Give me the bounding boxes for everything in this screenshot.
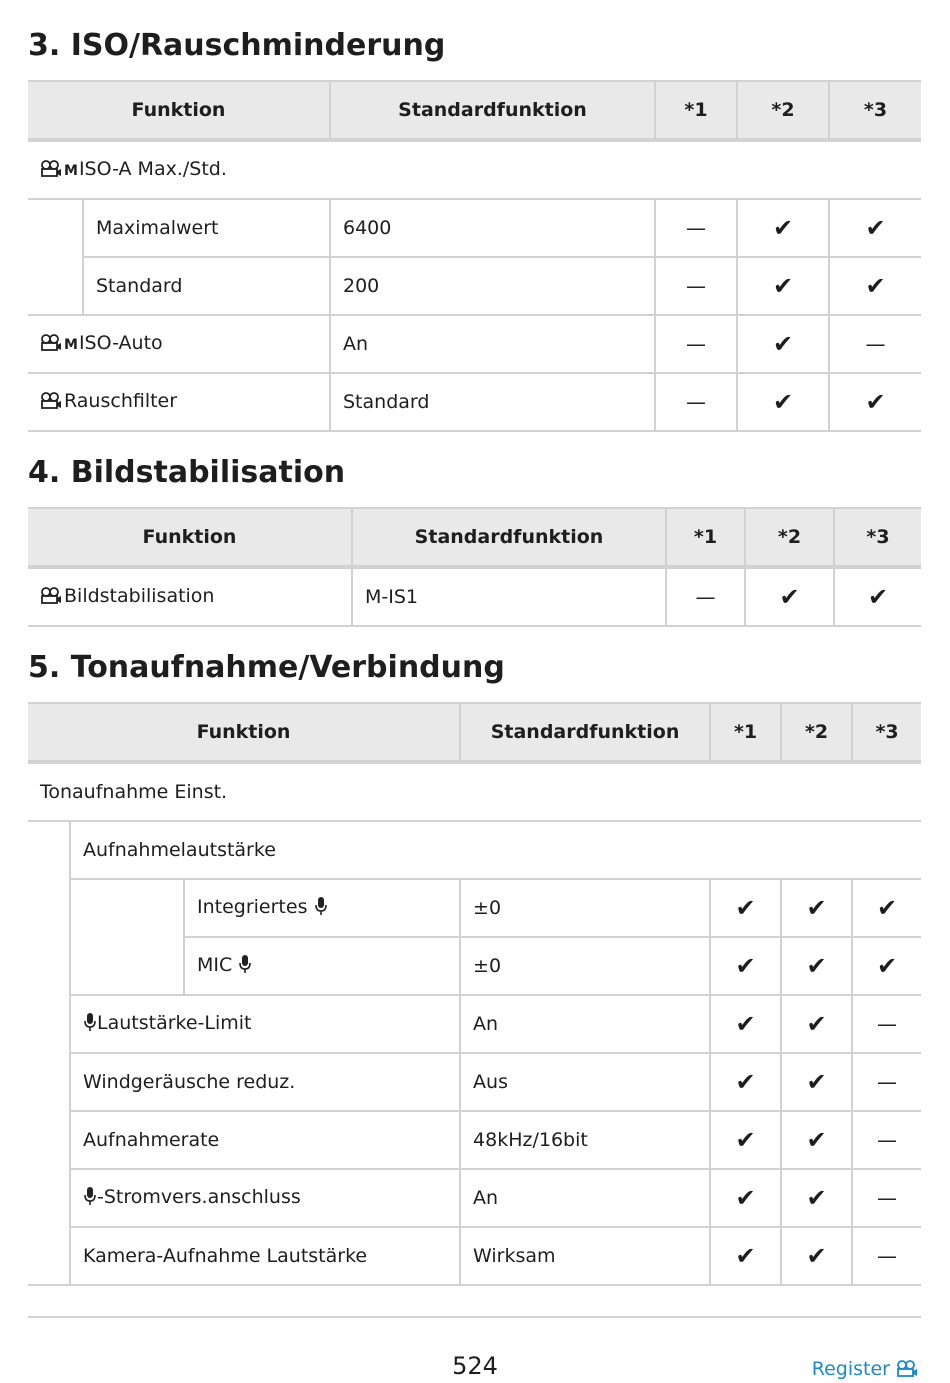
row-value: ±0 xyxy=(460,937,710,995)
check-icon: ✔ xyxy=(829,373,921,431)
check-icon: ✔ xyxy=(710,1227,781,1285)
table-row xyxy=(28,373,921,431)
row-value: 48kHz/16bit xyxy=(460,1111,710,1169)
header-star1: *1 xyxy=(655,81,737,140)
row-value: 200 xyxy=(330,257,655,315)
check-icon: ✔ xyxy=(745,567,834,626)
row-label: ISO-Auto xyxy=(78,331,163,354)
page-number: 524 xyxy=(452,1352,498,1380)
row-label: Standard xyxy=(83,257,330,315)
check-icon: ✔ xyxy=(781,937,852,995)
table-row xyxy=(28,1169,921,1227)
header-star2: *2 xyxy=(737,81,829,140)
microphone-icon xyxy=(83,1012,97,1037)
row-value: An xyxy=(460,995,710,1053)
table-header-row xyxy=(28,81,921,140)
microphone-icon xyxy=(238,954,252,979)
cell-star1: — xyxy=(655,315,737,373)
row-label: Aufnahmelautstärke xyxy=(70,821,921,879)
check-icon: ✔ xyxy=(737,373,829,431)
row-label: ISO-A Max./Std. xyxy=(78,157,227,180)
table-row xyxy=(28,937,921,995)
table-row xyxy=(28,199,921,257)
table-row xyxy=(28,1227,921,1285)
table-row xyxy=(28,821,921,879)
row-label: MIC xyxy=(197,953,233,976)
movie-camera-icon xyxy=(40,392,62,415)
section-5-title: 5. Tonaufnahme/Verbindung xyxy=(28,650,505,685)
table-row xyxy=(28,140,921,199)
check-icon: ✔ xyxy=(710,995,781,1053)
cell-star3: — xyxy=(829,315,921,373)
row-label: Aufnahmerate xyxy=(70,1111,460,1169)
header-standardfunktion: Standardfunktion xyxy=(460,703,710,762)
row-value: ±0 xyxy=(460,879,710,937)
cell-star3: — xyxy=(852,1227,921,1285)
cell-star1: — xyxy=(655,373,737,431)
check-icon: ✔ xyxy=(710,1053,781,1111)
cell-star3: — xyxy=(852,1111,921,1169)
row-label: Maximalwert xyxy=(83,199,330,257)
header-standardfunktion: Standardfunktion xyxy=(330,81,655,140)
row-label: Bildstabilisation xyxy=(64,584,215,607)
header-star3: *3 xyxy=(834,508,921,567)
row-label: Kamera-Aufnahme Lautstärke xyxy=(70,1227,460,1285)
cell-star3: — xyxy=(852,1169,921,1227)
row-value: M-IS1 xyxy=(352,567,666,626)
table-header-row xyxy=(28,508,921,567)
check-icon: ✔ xyxy=(737,257,829,315)
iso-table xyxy=(28,80,921,432)
movie-camera-icon xyxy=(40,334,62,357)
check-icon: ✔ xyxy=(781,1169,852,1227)
row-value: An xyxy=(330,315,655,373)
stabilization-table xyxy=(28,507,921,627)
microphone-icon xyxy=(314,896,328,921)
cell-star3: — xyxy=(852,995,921,1053)
table-row xyxy=(28,762,921,821)
row-label: Integriertes xyxy=(197,895,308,918)
microphone-icon xyxy=(83,1186,97,1211)
footer-divider xyxy=(28,1316,921,1318)
check-icon: ✔ xyxy=(710,1169,781,1227)
movie-camera-icon xyxy=(40,160,62,183)
cell-star1: — xyxy=(655,257,737,315)
row-value: 6400 xyxy=(330,199,655,257)
table-row xyxy=(28,315,921,373)
header-star2: *2 xyxy=(781,703,852,762)
movie-camera-icon[interactable] xyxy=(896,1360,918,1383)
check-icon: ✔ xyxy=(710,879,781,937)
table-row xyxy=(28,1111,921,1169)
row-value: Standard xyxy=(330,373,655,431)
section-3-title: 3. ISO/Rauschminderung xyxy=(28,28,446,63)
check-icon: ✔ xyxy=(710,1111,781,1169)
header-star1: *1 xyxy=(666,508,745,567)
check-icon: ✔ xyxy=(781,1111,852,1169)
check-icon: ✔ xyxy=(852,937,921,995)
row-label: Lautstärke-Limit xyxy=(97,1011,252,1034)
check-icon: ✔ xyxy=(834,567,921,626)
header-star3: *3 xyxy=(852,703,921,762)
manual-mode-icon: M xyxy=(64,162,78,179)
check-icon: ✔ xyxy=(829,199,921,257)
header-funktion: Funktion xyxy=(28,508,352,567)
header-star2: *2 xyxy=(745,508,834,567)
cell-star1: — xyxy=(655,199,737,257)
row-label: Tonaufnahme Einst. xyxy=(28,762,921,821)
register-link[interactable] xyxy=(812,1358,920,1383)
register-label[interactable]: Register xyxy=(811,1358,890,1380)
movie-camera-icon xyxy=(40,587,62,610)
check-icon: ✔ xyxy=(737,199,829,257)
check-icon: ✔ xyxy=(781,1053,852,1111)
cell-star3: — xyxy=(852,1053,921,1111)
check-icon: ✔ xyxy=(781,1227,852,1285)
check-icon: ✔ xyxy=(781,879,852,937)
row-label: -Stromvers.anschluss xyxy=(97,1185,301,1208)
table-row xyxy=(28,257,921,315)
section-4-title: 4. Bildstabilisation xyxy=(28,455,346,490)
table-row xyxy=(28,879,921,937)
check-icon: ✔ xyxy=(852,879,921,937)
row-label: Windgeräusche reduz. xyxy=(70,1053,460,1111)
check-icon: ✔ xyxy=(737,315,829,373)
manual-mode-icon: M xyxy=(64,336,78,353)
check-icon: ✔ xyxy=(781,995,852,1053)
header-star3: *3 xyxy=(829,81,921,140)
header-star1: *1 xyxy=(710,703,781,762)
table-row xyxy=(28,1053,921,1111)
row-value: Wirksam xyxy=(460,1227,710,1285)
row-value: Aus xyxy=(460,1053,710,1111)
table-row xyxy=(28,567,921,626)
cell-star1: — xyxy=(666,567,745,626)
check-icon: ✔ xyxy=(829,257,921,315)
audio-table xyxy=(28,702,921,1286)
row-label: Rauschfilter xyxy=(64,389,178,412)
header-funktion: Funktion xyxy=(28,81,330,140)
header-standardfunktion: Standardfunktion xyxy=(352,508,666,567)
check-icon: ✔ xyxy=(710,937,781,995)
header-funktion: Funktion xyxy=(28,703,460,762)
table-row xyxy=(28,995,921,1053)
table-header-row xyxy=(28,703,921,762)
row-value: An xyxy=(460,1169,710,1227)
